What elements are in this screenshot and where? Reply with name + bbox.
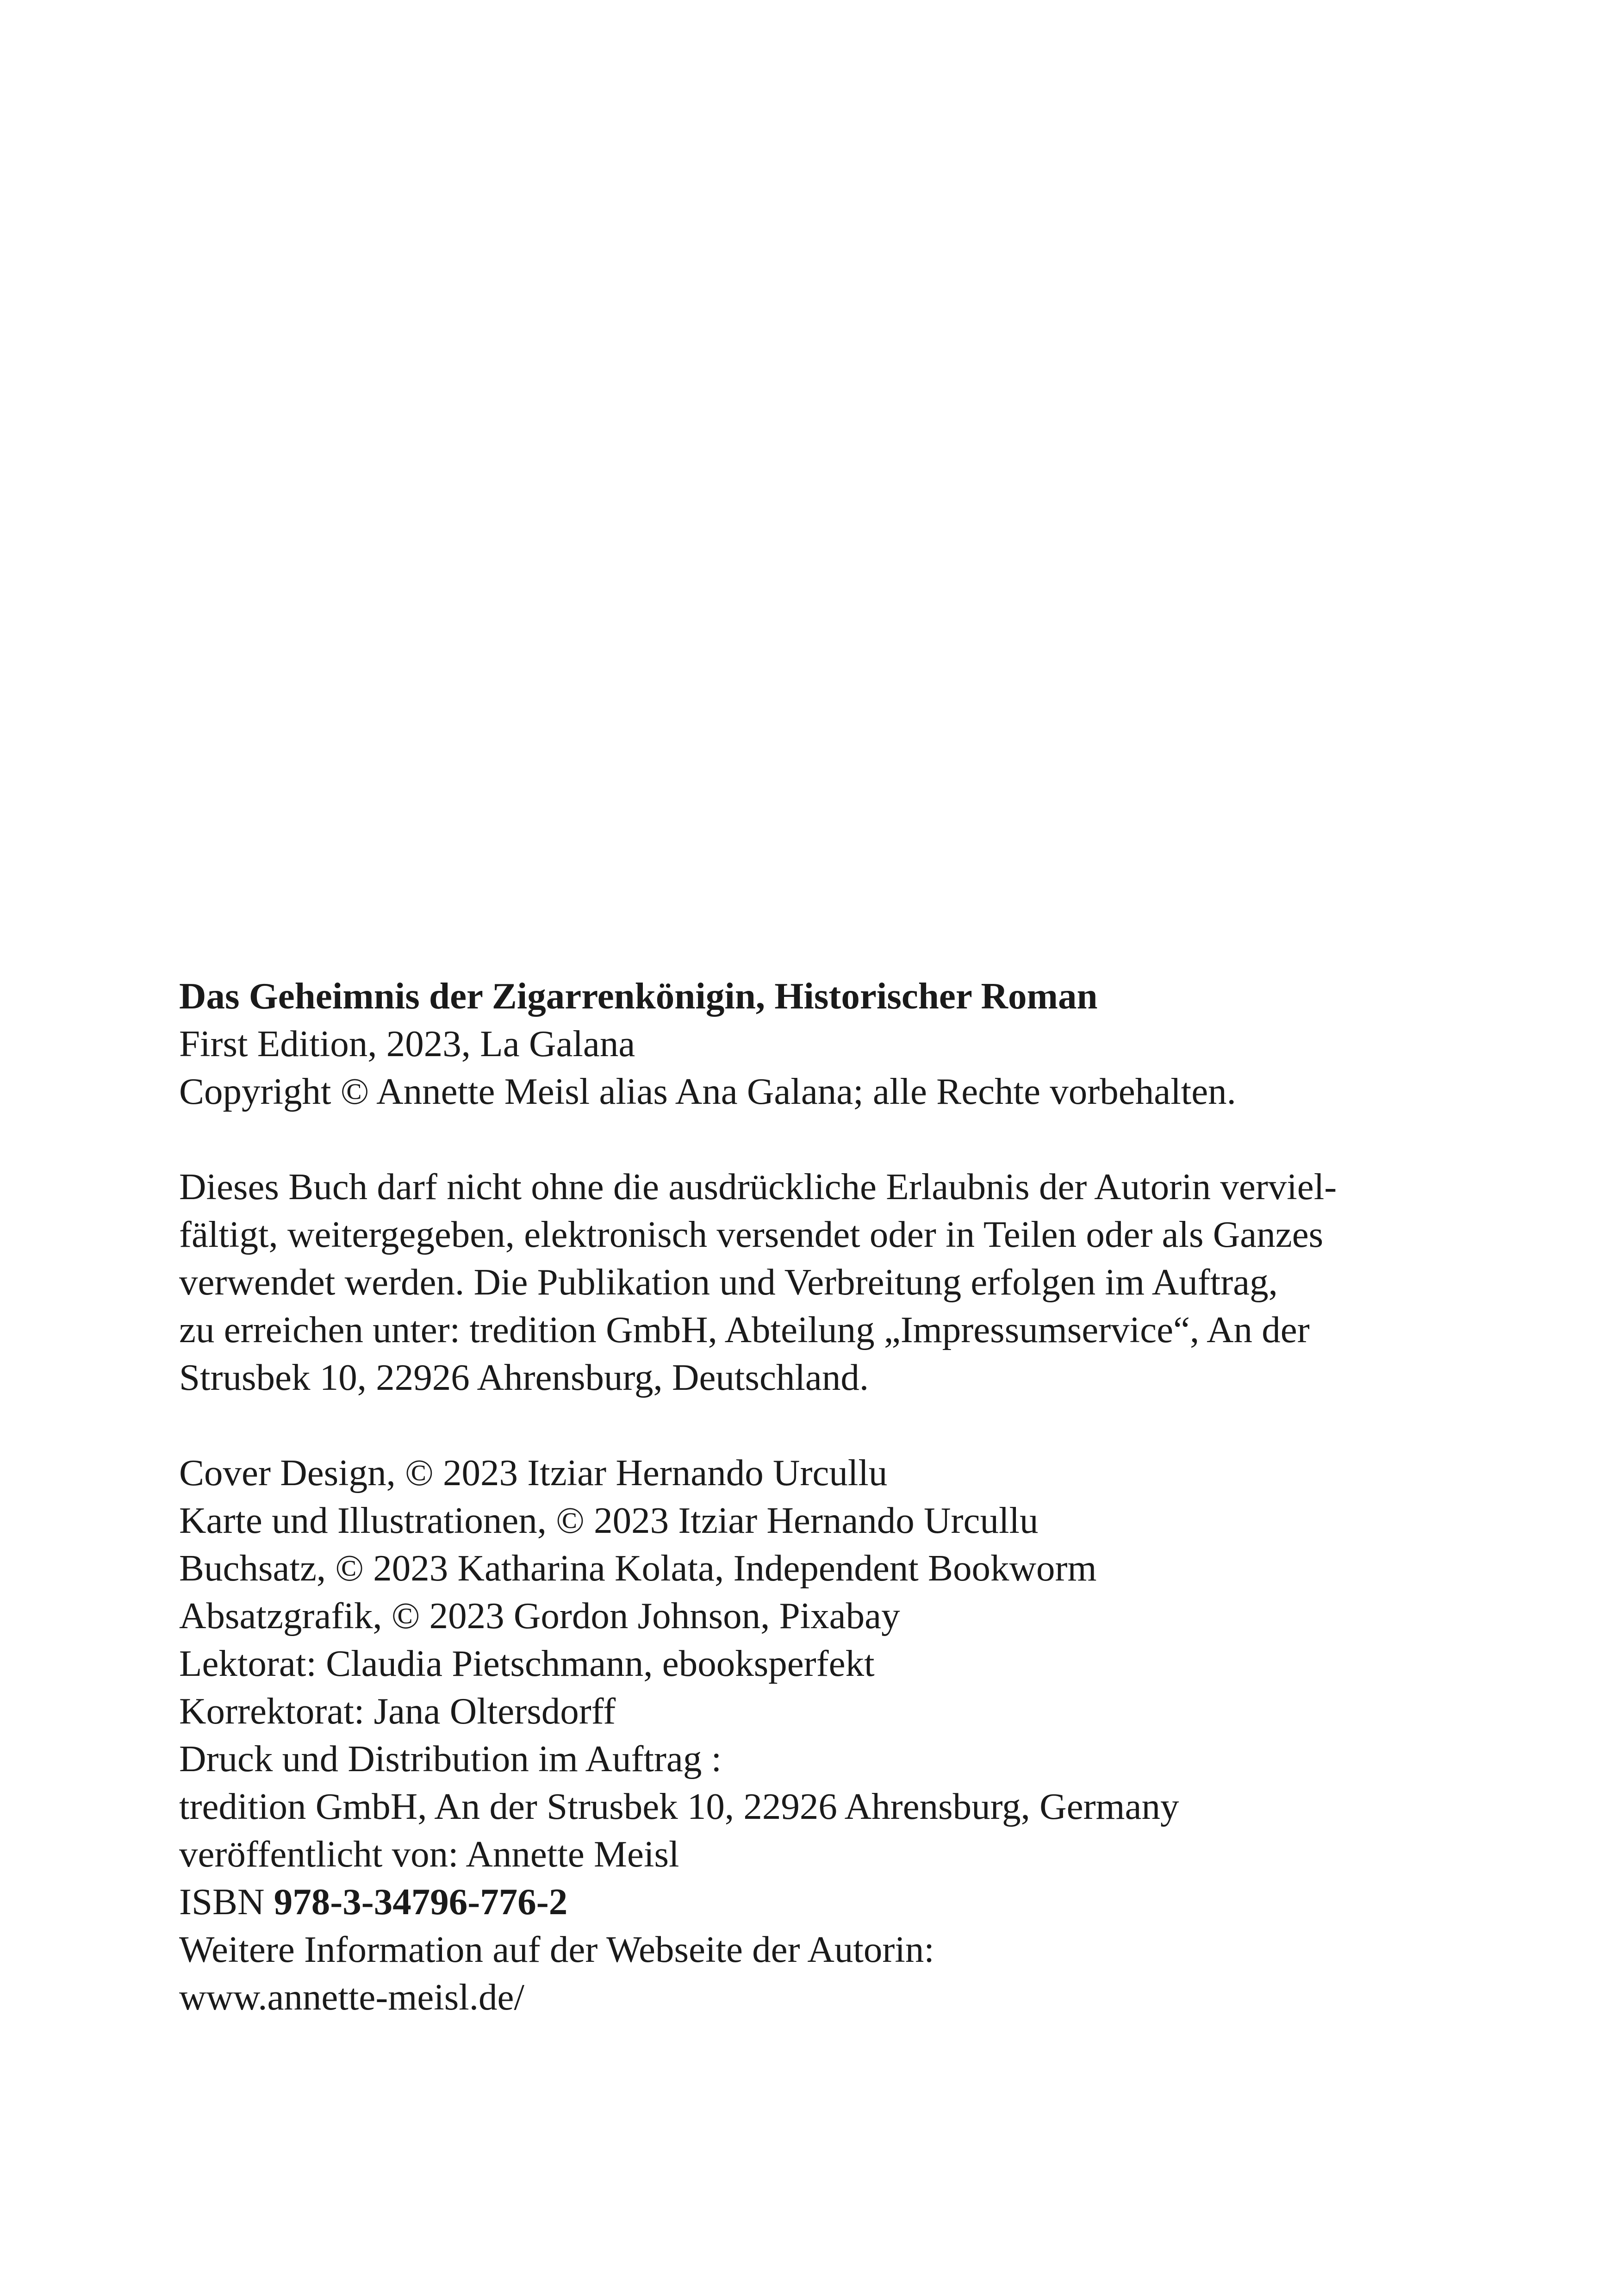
credit-line: Buchsatz, © 2023 Katharina Kolata, Independent Bookworm [179, 1547, 1097, 1589]
credit-line: Korrektorat: Jana Oltersdorff [179, 1690, 616, 1732]
credit-line: tredition GmbH, An der Strusbek 10, 22926 Ahrensburg, Germany [179, 1786, 1179, 1827]
copyright-line: Copyright © Annette Meisl alias Ana Galana; alle Rechte vorbehalten. [179, 1070, 1236, 1112]
rights-line: Strusbek 10, 22926 Ahrensburg, Deutschland. [179, 1356, 869, 1398]
isbn-number: 978-3-34796-776-2 [274, 1881, 568, 1923]
rights-line: Dieses Buch darf nicht ohne die ausdrückliche Erlaubnis der Autorin verviel- [179, 1166, 1337, 1207]
rights-line: verwendet werden. Die Publikation und Verbreitung erfolgen im Auftrag, [179, 1261, 1278, 1303]
credit-line: Cover Design, © 2023 Itziar Hernando Urcullu [179, 1452, 888, 1493]
rights-line: zu erreichen unter: tredition GmbH, Abteilung „Impressumservice“, An der [179, 1309, 1310, 1350]
credits-list [179, 1449, 1456, 1878]
website-label: Weitere Information auf der Webseite der Autorin: [179, 1929, 934, 1970]
website-url: www.annette-meisl.de/ [179, 1976, 525, 2018]
credit-line: Lektorat: Claudia Pietschmann, ebooksperfekt [179, 1643, 875, 1684]
imprint-page [179, 972, 1456, 2021]
credit-line: Druck und Distribution im Auftrag : [179, 1738, 722, 1780]
credit-line: veröffentlicht von: Annette Meisl [179, 1833, 679, 1875]
rights-line: fältigt, weitergegeben, elektronisch versendet oder in Teilen oder als Ganzes [179, 1213, 1324, 1255]
edition-line: First Edition, 2023, La Galana [179, 1023, 635, 1064]
credit-line: Absatzgrafik, © 2023 Gordon Johnson, Pixabay [179, 1595, 900, 1636]
credit-line: Karte und Illustrationen, © 2023 Itziar Hernando Urcullu [179, 1500, 1039, 1541]
isbn-label: ISBN [179, 1881, 265, 1923]
isbn-line [179, 1878, 1456, 1926]
rights-paragraph [179, 1163, 1456, 1401]
book-title: Das Geheimnis der Zigarrenkönigin, Historischer Roman [179, 975, 1098, 1017]
